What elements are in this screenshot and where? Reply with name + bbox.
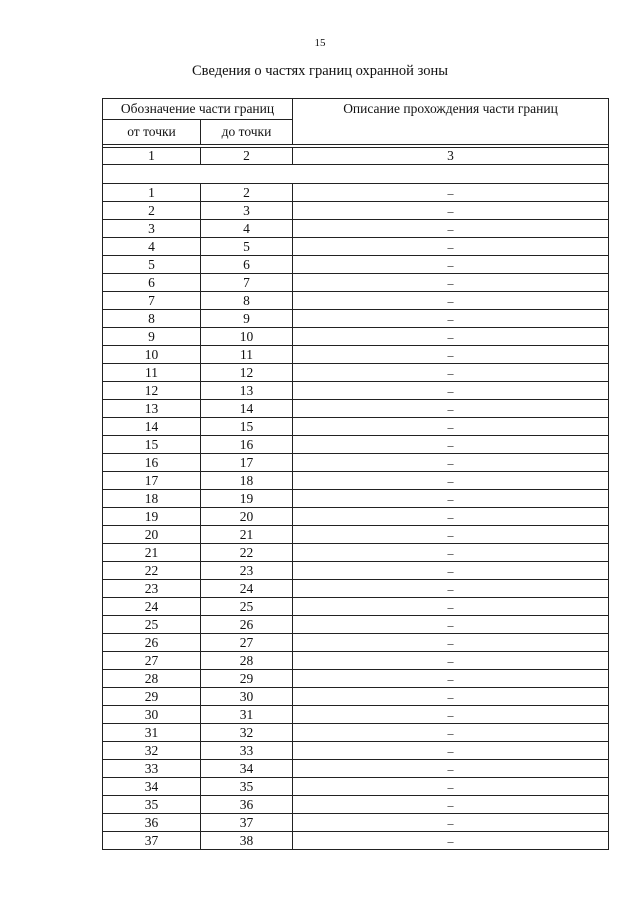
from-point-cell: 15 — [103, 436, 201, 454]
description-cell: – — [293, 778, 609, 796]
from-point-cell: 23 — [103, 580, 201, 598]
from-point-cell: 8 — [103, 310, 201, 328]
to-point-cell: 26 — [201, 616, 293, 634]
description-cell: – — [293, 544, 609, 562]
to-point-cell: 8 — [201, 292, 293, 310]
description-cell: – — [293, 202, 609, 220]
to-point-cell: 13 — [201, 382, 293, 400]
table-row — [103, 490, 609, 508]
description-cell: – — [293, 706, 609, 724]
from-point-cell: 21 — [103, 544, 201, 562]
to-point-cell: 20 — [201, 508, 293, 526]
table-row — [103, 742, 609, 760]
to-point-cell: 23 — [201, 562, 293, 580]
description-cell: – — [293, 436, 609, 454]
from-point-cell: 19 — [103, 508, 201, 526]
boundary-parts-table — [102, 98, 609, 850]
table-row — [103, 454, 609, 472]
to-point-cell: 17 — [201, 454, 293, 472]
to-point-cell: 7 — [201, 274, 293, 292]
column-number-row — [103, 148, 609, 165]
table-row — [103, 778, 609, 796]
from-point-cell: 18 — [103, 490, 201, 508]
from-point-cell: 13 — [103, 400, 201, 418]
description-cell: – — [293, 292, 609, 310]
from-point-cell: 30 — [103, 706, 201, 724]
description-cell: – — [293, 724, 609, 742]
to-point-cell: 19 — [201, 490, 293, 508]
to-point-cell: 5 — [201, 238, 293, 256]
table-row — [103, 382, 609, 400]
description-cell: – — [293, 184, 609, 202]
document-title: Сведения о частях границ охранной зоны — [192, 63, 448, 79]
table-body — [103, 145, 609, 850]
description-cell: – — [293, 688, 609, 706]
table-header-row — [103, 99, 609, 120]
table-row — [103, 706, 609, 724]
to-point-cell: 21 — [201, 526, 293, 544]
description-cell: – — [293, 454, 609, 472]
table-row — [103, 202, 609, 220]
to-point-cell: 29 — [201, 670, 293, 688]
description-cell: – — [293, 418, 609, 436]
description-cell: – — [293, 328, 609, 346]
description-cell: – — [293, 400, 609, 418]
from-point-cell: 9 — [103, 328, 201, 346]
table-row — [103, 364, 609, 382]
from-point-cell: 6 — [103, 274, 201, 292]
table-row — [103, 346, 609, 364]
from-point-cell: 27 — [103, 652, 201, 670]
blank-row — [103, 165, 609, 184]
to-point-cell: 16 — [201, 436, 293, 454]
table-row — [103, 814, 609, 832]
header-description: Описание прохождения части границ — [293, 99, 609, 145]
table-row — [103, 832, 609, 850]
header-boundary-designation: Обозначение части границ — [103, 99, 293, 120]
from-point-cell: 36 — [103, 814, 201, 832]
from-point-cell: 5 — [103, 256, 201, 274]
to-point-cell: 28 — [201, 652, 293, 670]
header-from-point: от точки — [103, 120, 201, 145]
table-row — [103, 544, 609, 562]
from-point-cell: 1 — [103, 184, 201, 202]
description-cell: – — [293, 508, 609, 526]
to-point-cell: 22 — [201, 544, 293, 562]
table-row — [103, 310, 609, 328]
table-row — [103, 652, 609, 670]
table-row — [103, 472, 609, 490]
from-point-cell: 14 — [103, 418, 201, 436]
from-point-cell: 16 — [103, 454, 201, 472]
from-point-cell: 32 — [103, 742, 201, 760]
to-point-cell: 18 — [201, 472, 293, 490]
table-row — [103, 526, 609, 544]
from-point-cell: 26 — [103, 634, 201, 652]
from-point-cell: 7 — [103, 292, 201, 310]
description-cell: – — [293, 796, 609, 814]
to-point-cell: 35 — [201, 778, 293, 796]
to-point-cell: 33 — [201, 742, 293, 760]
to-point-cell: 30 — [201, 688, 293, 706]
description-cell: – — [293, 382, 609, 400]
to-point-cell: 38 — [201, 832, 293, 850]
description-cell: – — [293, 742, 609, 760]
description-cell: – — [293, 256, 609, 274]
from-point-cell: 4 — [103, 238, 201, 256]
description-cell: – — [293, 490, 609, 508]
description-cell: – — [293, 670, 609, 688]
description-cell: – — [293, 580, 609, 598]
to-point-cell: 36 — [201, 796, 293, 814]
to-point-cell: 10 — [201, 328, 293, 346]
table-row — [103, 400, 609, 418]
to-point-cell: 3 — [201, 202, 293, 220]
from-point-cell: 20 — [103, 526, 201, 544]
to-point-cell: 6 — [201, 256, 293, 274]
to-point-cell: 12 — [201, 364, 293, 382]
from-point-cell: 10 — [103, 346, 201, 364]
to-point-cell: 2 — [201, 184, 293, 202]
to-point-cell: 9 — [201, 310, 293, 328]
to-point-cell: 11 — [201, 346, 293, 364]
description-cell: – — [293, 598, 609, 616]
to-point-cell: 32 — [201, 724, 293, 742]
description-cell: – — [293, 616, 609, 634]
description-cell: – — [293, 652, 609, 670]
table-row — [103, 238, 609, 256]
to-point-cell: 31 — [201, 706, 293, 724]
table-row — [103, 256, 609, 274]
to-point-cell: 25 — [201, 598, 293, 616]
column-number: 3 — [293, 148, 609, 165]
description-cell: – — [293, 274, 609, 292]
table-row — [103, 760, 609, 778]
column-number: 2 — [201, 148, 293, 165]
description-cell: – — [293, 814, 609, 832]
column-number: 1 — [103, 148, 201, 165]
table-row — [103, 724, 609, 742]
header-to-point: до точки — [201, 120, 293, 145]
to-point-cell: 34 — [201, 760, 293, 778]
description-cell: – — [293, 310, 609, 328]
description-cell: – — [293, 760, 609, 778]
table-row — [103, 616, 609, 634]
from-point-cell: 31 — [103, 724, 201, 742]
from-point-cell: 24 — [103, 598, 201, 616]
page-number: 15 — [314, 37, 326, 49]
from-point-cell: 37 — [103, 832, 201, 850]
from-point-cell: 35 — [103, 796, 201, 814]
from-point-cell: 33 — [103, 760, 201, 778]
table-row — [103, 292, 609, 310]
table-row — [103, 796, 609, 814]
table-row — [103, 436, 609, 454]
description-cell: – — [293, 220, 609, 238]
from-point-cell: 25 — [103, 616, 201, 634]
from-point-cell: 28 — [103, 670, 201, 688]
from-point-cell: 29 — [103, 688, 201, 706]
from-point-cell: 34 — [103, 778, 201, 796]
from-point-cell: 17 — [103, 472, 201, 490]
to-point-cell: 27 — [201, 634, 293, 652]
from-point-cell: 2 — [103, 202, 201, 220]
from-point-cell: 12 — [103, 382, 201, 400]
table-row — [103, 580, 609, 598]
table-row — [103, 184, 609, 202]
description-cell: – — [293, 634, 609, 652]
description-cell: – — [293, 832, 609, 850]
table-row — [103, 220, 609, 238]
to-point-cell: 37 — [201, 814, 293, 832]
table-row — [103, 634, 609, 652]
description-cell: – — [293, 562, 609, 580]
description-cell: – — [293, 364, 609, 382]
table-row — [103, 508, 609, 526]
from-point-cell: 3 — [103, 220, 201, 238]
to-point-cell: 4 — [201, 220, 293, 238]
from-point-cell: 22 — [103, 562, 201, 580]
description-cell: – — [293, 472, 609, 490]
table-row — [103, 562, 609, 580]
table-row — [103, 274, 609, 292]
table-row — [103, 688, 609, 706]
from-point-cell: 11 — [103, 364, 201, 382]
description-cell: – — [293, 526, 609, 544]
table-row — [103, 598, 609, 616]
table-row — [103, 328, 609, 346]
to-point-cell: 24 — [201, 580, 293, 598]
table-row — [103, 418, 609, 436]
to-point-cell: 15 — [201, 418, 293, 436]
table-row — [103, 670, 609, 688]
description-cell: – — [293, 238, 609, 256]
to-point-cell: 14 — [201, 400, 293, 418]
description-cell: – — [293, 346, 609, 364]
